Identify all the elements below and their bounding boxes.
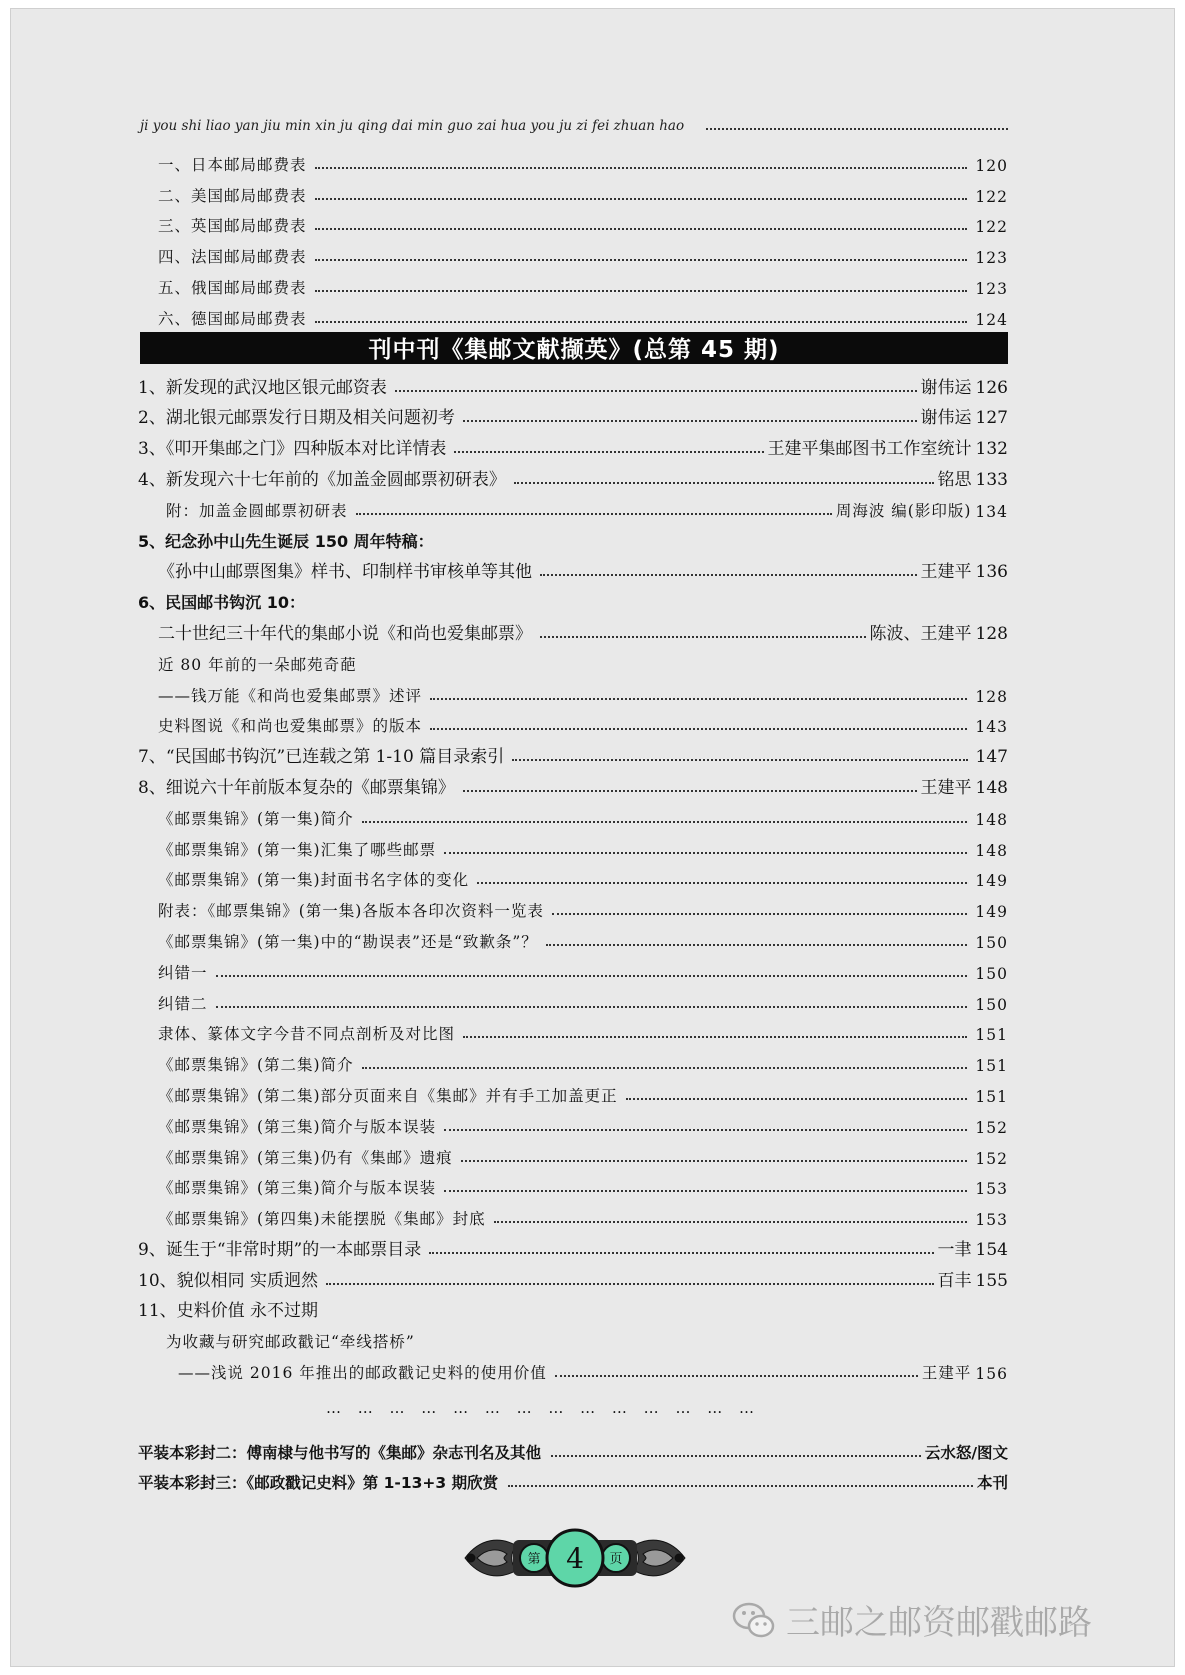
- toc-row: 五、俄国邮局邮费表 123: [158, 278, 1008, 298]
- pinyin-text: ji you shi liao yan jiu min xin ju qing dai min guo zai hua you ju zi fei zhuan hao: [140, 118, 685, 134]
- toc-row: 10、貌似相同 实质迥然 百丰 155: [138, 1270, 1008, 1291]
- toc-row: 4、新发现六十七年前的《加盖金圆邮票初研表》 铭思 133: [138, 469, 1008, 490]
- ornament-left: [465, 1540, 517, 1576]
- toc-row: 四、法国邮局邮费表 123: [158, 248, 1008, 268]
- toc-row: 9、诞生于“非常时期”的一本邮票目录 一聿 154: [138, 1239, 1008, 1260]
- toc-row: 《邮票集锦》(第一集)中的“勘误表”还是“致歉条”？ 150: [158, 932, 1008, 952]
- page-number-badge: [455, 1518, 695, 1598]
- plate-row: 平装本彩封三：《邮政戳记史料》第 1-13+3 期欣赏 本刊: [138, 1474, 1008, 1493]
- badge-left-char: 第: [527, 1552, 541, 1567]
- toc-row: 史料图说《和尚也爱集邮票》的版本 143: [158, 717, 1008, 737]
- toc-row: 《邮票集锦》(第四集)未能摆脱《集邮》封底 153: [158, 1210, 1008, 1230]
- toc-row: 隶体、篆体文字今昔不同点剖析及对比图 151: [158, 1025, 1008, 1045]
- toc-row: 三、英国邮局邮费表 122: [158, 217, 1008, 237]
- section-banner: 刊中刊《集邮文献撷英》(总第 45 期): [140, 332, 1008, 364]
- toc-row: ——浅说 2016 年推出的邮政戳记史料的使用价值 王建平 156: [178, 1364, 1008, 1384]
- toc-row: 二十世纪三十年代的集邮小说《和尚也爱集邮票》 陈波、王建平 128: [158, 623, 1008, 644]
- toc-row: 《邮票集锦》(第一集)封面书名字体的变化 149: [158, 871, 1008, 891]
- toc-row: 为收藏与研究邮政戳记“牵线搭桥”: [166, 1333, 415, 1352]
- watermark: [730, 1595, 1092, 1644]
- toc-row: 一、日本邮局邮费表 120: [158, 155, 1008, 175]
- toc-row: 附：加盖金圆邮票初研表 周海波 编(影印版) 134: [166, 501, 1008, 521]
- toc-row: 《邮票集锦》(第三集)简介与版本误装 153: [158, 1179, 1008, 1199]
- badge-right-char: 页: [609, 1552, 623, 1567]
- toc-row: 《邮票集锦》(第三集)仍有《集邮》遗痕 152: [158, 1148, 1008, 1168]
- toc-row: 《邮票集锦》(第二集)简介 151: [158, 1056, 1008, 1076]
- toc-row: 纠错二 150: [158, 994, 1008, 1014]
- pinyin-heading: [140, 118, 1008, 144]
- toc-row: ——钱万能《和尚也爱集邮票》述评 128: [158, 686, 1008, 706]
- toc-content: [138, 118, 1008, 1493]
- ornament-right: [633, 1540, 685, 1576]
- toc-row: 《邮票集锦》(第三集)简介与版本误装 152: [158, 1117, 1008, 1137]
- toc-row: 纠错一 150: [158, 963, 1008, 983]
- toc-row: 1、新发现的武汉地区银元邮资表 谢伟运 126: [138, 377, 1008, 398]
- wechat-icon: [730, 1596, 778, 1644]
- toc-row: 六、德国邮局邮费表 124: [158, 309, 1008, 329]
- toc-row: 8、细说六十年前版本复杂的《邮票集锦》 王建平 148: [138, 777, 1008, 798]
- toc-row: 11、史料价值 永不过期: [138, 1301, 319, 1322]
- page-number: 4: [566, 1542, 584, 1575]
- toc-row: 近 80 年前的一朵邮苑奇葩: [158, 655, 357, 674]
- toc-row: 2、湖北银元邮票发行日期及相关问题初考 谢伟运 127: [138, 408, 1008, 429]
- toc-row: 二、美国邮局邮费表 122: [158, 186, 1008, 206]
- leader-dots: [706, 128, 1008, 130]
- watermark-text: 三邮之邮资邮戳邮路: [786, 1603, 1092, 1643]
- toc-row: 7、“民国邮书钩沉”已连载之第 1-10 篇目录索引 147: [138, 747, 1008, 768]
- plate-row: 平装本彩封二：傅南棣与他书写的《集邮》杂志刊名及其他 云水怒/图文: [138, 1444, 1008, 1463]
- toc-row: 《邮票集锦》(第一集)简介 148: [158, 809, 1008, 829]
- toc-row: 《邮票集锦》(第二集)部分页面来自《集邮》并有手工加盖更正 151: [158, 1086, 1008, 1106]
- toc-row: 《孙中山邮票图集》样书、印制样书审核单等其他 王建平 136: [158, 562, 1008, 583]
- toc-row: 3、《叩开集邮之门》四种版本对比详情表 王建平集邮图书工作室统计 132: [138, 439, 1008, 460]
- toc-section-heading: 6、民国邮书钩沉 10：: [138, 593, 305, 613]
- toc-row: 附表：《邮票集锦》(第一集)各版本各印次资料一览表 149: [158, 902, 1008, 922]
- toc-section-heading: 5、纪念孙中山先生诞辰 150 周年特稿：: [138, 531, 434, 551]
- toc-row: 《邮票集锦》(第一集)汇集了哪些邮票 148: [158, 840, 1008, 860]
- ellipsis-separator: … … … … … … … … … … … … … …: [326, 1399, 760, 1418]
